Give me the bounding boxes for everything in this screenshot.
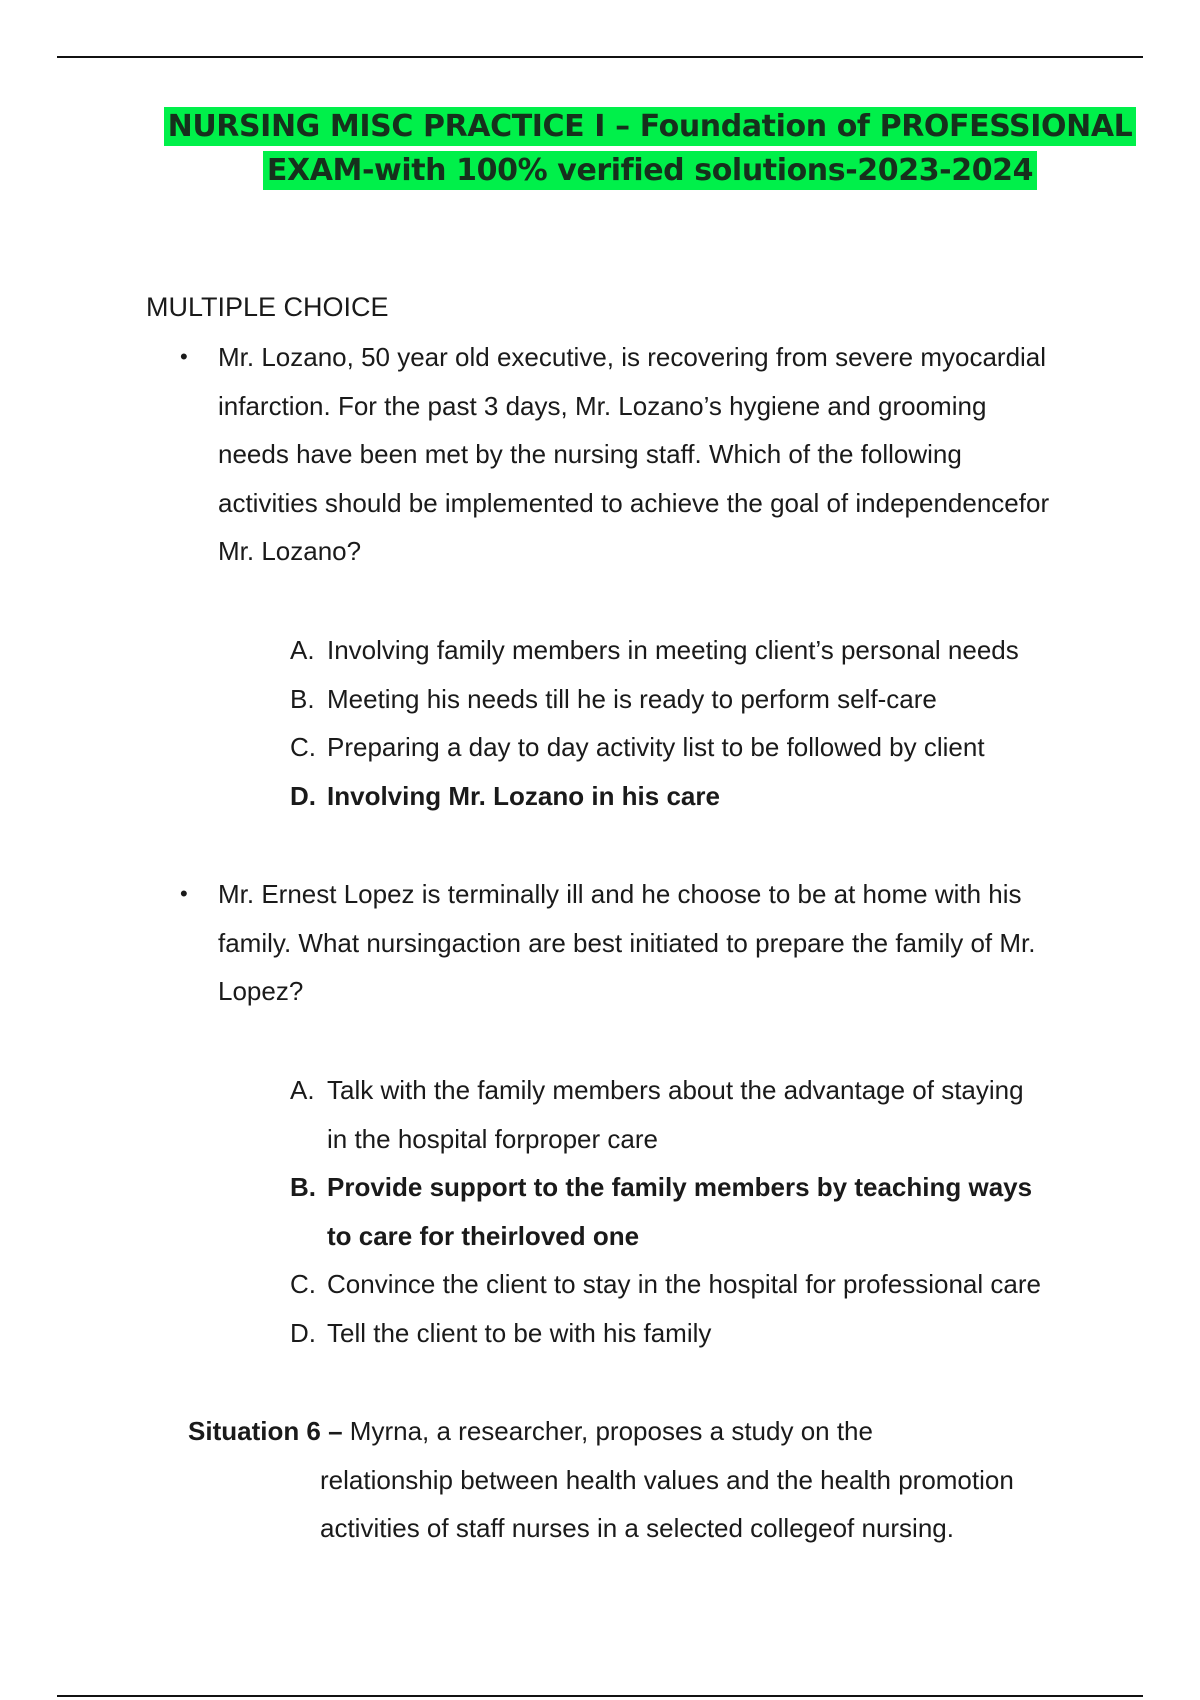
bottom-rule [57,1695,1143,1697]
option-text: Convince the client to stay in the hospital for professional care [327,1269,1041,1299]
question-2-line: family. What nursingaction are best initiated to prepare the family of Mr. [218,927,1036,958]
option-text: Preparing a day to day activity list to be followed by client [327,732,985,762]
question-1-line: activities should be implemented to achieve the goal of independencefor [218,487,1050,518]
option-text: Involving family members in meeting client’s personal needs [327,635,1019,665]
option-text [327,1066,1140,1163]
option-text: Meeting his needs till he is ready to perform self-care [327,683,937,714]
situation-paragraph [188,1407,1088,1553]
title-line-2: EXAM-with 100% verified solutions-2023-2024 [263,151,1037,190]
situation-text: Myrna, a researcher, proposes a study on the [342,1416,873,1446]
option-text: Tell the client to be with his family [327,1317,712,1348]
question-1-line: Mr. Lozano? [218,536,362,566]
bullet-icon: • [180,881,188,906]
situation-label: Situation 6 – [188,1416,343,1446]
option-letter: C. [290,732,316,762]
question-2 [180,870,1148,1016]
option-c [290,723,1140,772]
option-b-correct-answer [290,1163,1140,1260]
option-letter: B. [290,683,315,714]
question-2-line: Lopez? [218,976,304,1006]
title-line-1: NURSING MISC PRACTICE I – Foundation of PROFESSIONAL [164,107,1137,146]
option-letter: D. [290,780,316,811]
option-c [290,1260,1140,1309]
situation-line: relationship between health values and the health promotion [320,1464,1014,1495]
option-a [290,1066,1140,1163]
option-text-line: Talk with the family members about the advantage of staying [327,1075,1024,1105]
option-b [290,675,1140,724]
option-a [290,626,1140,675]
option-letter: D. [290,1317,316,1348]
option-d-correct-answer [290,772,1140,821]
bullet-icon: • [180,344,188,369]
question-1 [180,333,1148,576]
option-letter: B. [290,1172,316,1202]
option-d [290,1309,1140,1358]
option-text-line: in the hospital forproper care [327,1123,658,1154]
question-1-line: Mr. Lozano, 50 year old executive, is recovering from severe myocardial [218,342,1047,372]
option-letter: C. [290,1269,316,1299]
option-text: Involving Mr. Lozano in his care [327,780,720,811]
section-heading: MULTIPLE CHOICE [146,292,389,322]
document-title [150,105,1150,193]
question-1-line: infarction. For the past 3 days, Mr. Lozano’s hygiene and grooming [218,390,987,421]
situation-line: activities of staff nurses in a selected collegeof nursing. [320,1513,954,1543]
option-text-line: Provide support to the family members by teaching ways [327,1172,1033,1202]
situation-line [188,1407,1088,1456]
top-rule [57,56,1143,58]
question-1-line: needs have been met by the nursing staff. Which of the following [218,439,962,469]
question-1-options [290,626,1140,820]
option-letter: A. [290,635,315,665]
question-2-line: Mr. Ernest Lopez is terminally ill and he choose to be at home with his [218,879,1022,909]
option-letter: A. [290,1075,315,1105]
option-text [327,1163,1140,1260]
question-2-options [290,1066,1140,1357]
option-text-line: to care for theirloved one [327,1220,640,1251]
